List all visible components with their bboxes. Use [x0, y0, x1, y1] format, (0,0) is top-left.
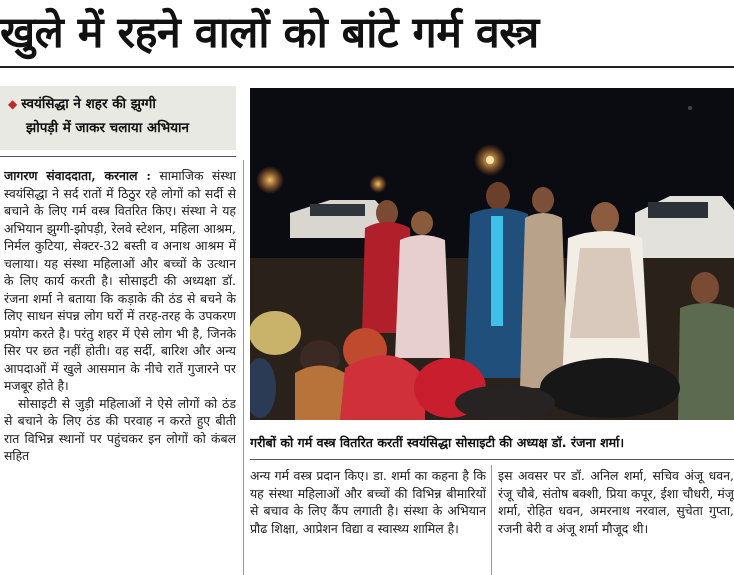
article-paragraph-4: इस अवसर पर डॉ. अनिल शर्मा, सचिव अंजू धवन, रंजू चौबे, संतोष बक्शी, प्रिया कपूर, ईशा चौधरी, मंजू शर्मा, रोहित धवन, अमरनाथ नरवाल, सुचेता गुप्ता, रजनी बेरी व अंजू शर्मा मौजूद थी। [498, 468, 734, 536]
dateline: जागरण संवाददाता, करनाल : [4, 168, 151, 183]
caption-rule [250, 459, 734, 460]
article-column-1 [4, 167, 236, 575]
subheading-text-1: स्वयंसिद्धा ने शहर की झुग्गी [21, 96, 156, 112]
subheading-line-2: झोपड़ी में जाकर चलाया अभियान [26, 120, 190, 136]
article-column-2 [250, 467, 486, 575]
column-divider-2 [491, 465, 492, 575]
news-photo [250, 88, 734, 420]
subheading-box [0, 86, 236, 150]
article-para1-text: सामाजिक संस्था स्वयंसिद्धा ने सर्द रातों में ठिठुर रहे लोगों को सर्दी से बचाने के लिए गर्म वस्त्र वितरित किए। संस्था ने यह अभियान झुग्गी-झोपड़ी, रेलवे स्टेशन, महिला आश्रम, निर्मल कुटिया, सेक्टर-32 बस्ती व अनाथ आश्रम में चलाया। यह संस्था महिलाओं और बच्चों के उत्थान के लिए कार्य करती है। सोसाइटी की अध्यक्षा डॉ. रंजना शर्मा ने बताया कि कड़ाके की ठंड से बचने के लिए साधन संपन्न लोग घरों में तरह-तरह के उपकरण प्रयोग करते है। परंतु शहर में ऐसे लोग भी है, जिनके सिर पर छत नहीं होती। वह सर्दी, बारिश और अन्य आपदाओं में खुले आसमान के नीचे रातें गुजारने पर मजबूर होते है। [4, 168, 236, 393]
subheading-line-1 [8, 92, 230, 116]
article-paragraph-3: अन्य गर्म वस्त्र प्रदान किए। डा. शर्मा का कहना है कि यह संस्था महिलाओं और बच्चों की विभिन्न बीमारियों से बचाव के लिए कैंप लगाती है। संस्था के अभियान प्रौढ शिक्षा, आप्रेशन विद्या व स्वास्थ्य शामिल है। [250, 468, 486, 536]
headline: खुले में रहने वालों को बांटे गर्म वस्त्र [0, 8, 539, 58]
photo-caption: गरीबों को गर्म वस्त्र वितरित करतीं स्वयंसिद्धा सोसाइटी की अध्यक्ष डॉ. रंजना शर्मा। [250, 435, 625, 450]
article-paragraph-2: सोसाइटी से जुड़ी महिलाओं ने ऐसे लोगों को ठंड से बचाने के लिए ठंड की परवाह न करते हुए बीती रात विभिन्न स्थानों पर पहुंचकर इन लोगों को कंबल सहित [4, 395, 236, 463]
column-divider-1 [243, 160, 244, 575]
article-paragraph-1 [4, 167, 236, 395]
headline-rule [0, 66, 734, 68]
photo-illustration [250, 88, 734, 420]
subheading-rule [0, 156, 236, 157]
article-column-3 [498, 467, 734, 575]
diamond-bullet-icon: ◆ [8, 97, 18, 111]
